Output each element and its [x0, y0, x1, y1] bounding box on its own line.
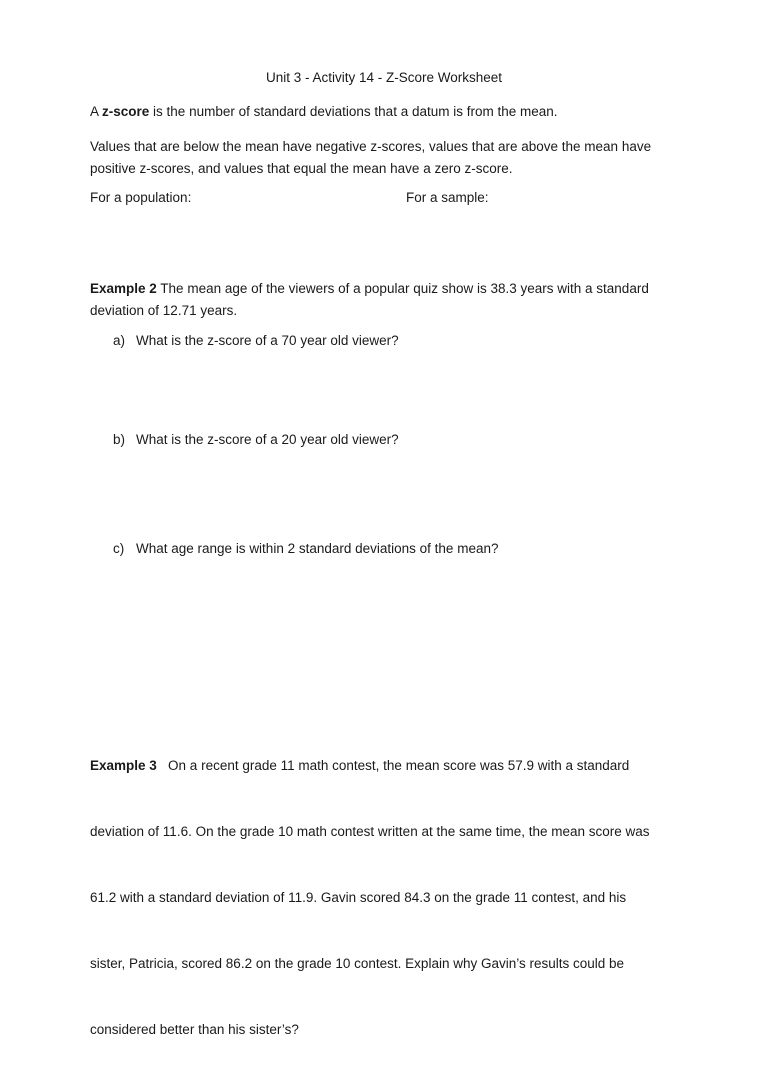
page-title: Unit 3 - Activity 14 - Z-Score Worksheet: [265, 70, 503, 85]
example-3-label: Example 3: [90, 758, 157, 773]
example-3-text-1: On a recent grade 11 math contest, the mean score was 57.9 with a standard: [156, 758, 630, 773]
example-3-line-3: 61.2 with a standard deviation of 11.9. Gavin scored 84.3 on the grade 11 contest, and his: [90, 890, 627, 905]
example-2-label: Example 2: [90, 281, 157, 296]
example-3-line-2: deviation of 11.6. On the grade 10 math contest written at the same time, the mean score was: [90, 824, 650, 839]
question-a-letter: a): [113, 333, 126, 348]
example-2-line-1: [90, 278, 680, 300]
definition-term: z-score: [102, 104, 150, 119]
question-c-letter: c): [113, 541, 125, 556]
example-2-text-1: The mean age of the viewers of a popular quiz show is 38.3 years with a standard: [156, 281, 649, 296]
values-paragraph: [90, 136, 680, 180]
question-b-letter: b): [113, 432, 126, 447]
question-c: [113, 538, 673, 560]
question-a-text: What is the z-score of a 70 year old viewer?: [136, 333, 399, 348]
example-3-line-5: considered better than his sister’s?: [90, 1022, 299, 1037]
example-3-prompt: [90, 711, 680, 1085]
example-3-line-4: sister, Patricia, scored 86.2 on the grade 10 contest. Explain why Gavin’s results could be: [90, 956, 625, 971]
question-a: [113, 330, 673, 352]
sample-label: For a sample:: [406, 190, 489, 205]
values-line-1: Values that are below the mean have negative z-scores, values that are above the mean have: [90, 139, 652, 154]
example-2-line-2: deviation of 12.71 years.: [90, 303, 238, 318]
question-b-text: What is the z-score of a 20 year old viewer?: [136, 432, 399, 447]
question-c-text: What age range is within 2 standard deviations of the mean?: [136, 541, 499, 556]
definition-rest: is the number of standard deviations that a datum is from the mean.: [149, 104, 558, 119]
question-b: [113, 429, 673, 451]
values-line-2: positive z-scores, and values that equal the mean have a zero z-score.: [90, 161, 513, 176]
z-score-definition: [90, 101, 680, 123]
population-label: For a population:: [90, 190, 192, 205]
example-2-prompt: [90, 278, 680, 322]
formula-labels-row: [90, 187, 690, 209]
example-3-line-1: [90, 755, 680, 777]
definition-lead: A: [90, 104, 103, 119]
